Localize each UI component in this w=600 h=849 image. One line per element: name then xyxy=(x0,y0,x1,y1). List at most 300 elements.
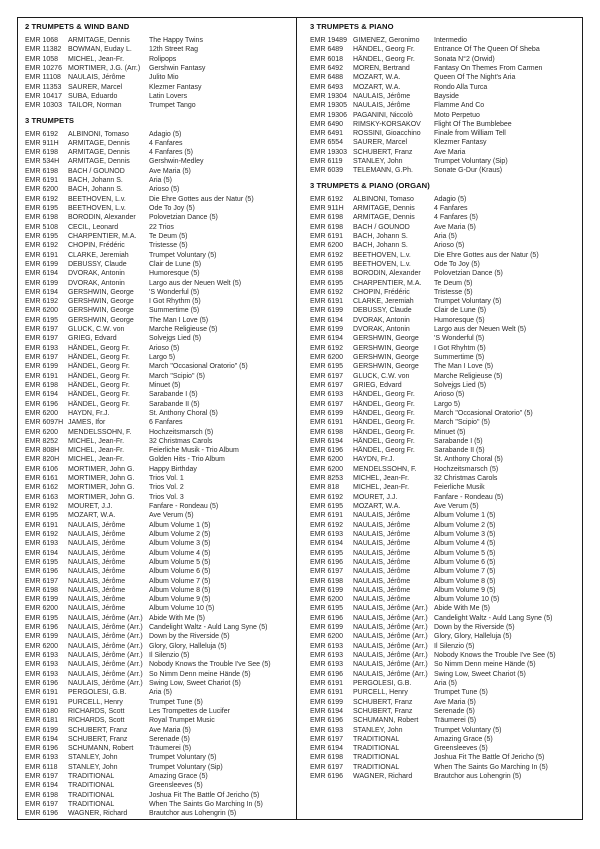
piece-title: Humoresque (5) xyxy=(434,316,485,324)
catalog-row xyxy=(310,679,579,688)
piece-title: Clair de Lune (5) xyxy=(149,260,202,268)
ref-number: EMR 8252 xyxy=(25,437,59,445)
ref-number: EMR 6191 xyxy=(25,521,59,529)
ref-number: EMR 6194 xyxy=(25,391,59,399)
piece-title: Marche Religieuse (5) xyxy=(149,326,218,334)
composer-name: SCHUBERT, Franz xyxy=(68,726,128,734)
catalog-row xyxy=(310,251,579,260)
piece-title: Album Volume 3 (5) xyxy=(434,530,496,538)
composer-name: MOZART, W.A. xyxy=(353,503,401,510)
ref-number: EMR 6491 xyxy=(310,130,344,138)
composer-name: NAULAIS, Jérôme xyxy=(353,512,411,520)
catalog-row xyxy=(25,558,293,567)
piece-title: Gershwin Fantasy xyxy=(149,64,206,72)
catalog-row xyxy=(310,660,579,669)
catalog-row xyxy=(310,316,579,325)
piece-title: Album Volume 3 (5) xyxy=(149,540,211,548)
composer-name: WAGNER, Richard xyxy=(353,773,413,781)
composer-name: GERSHWIN, George xyxy=(68,298,134,306)
catalog-row xyxy=(25,148,293,157)
ref-number: EMR 6194 xyxy=(310,540,344,548)
catalog-section xyxy=(25,116,293,819)
ref-number: EMR 6195 xyxy=(25,614,59,622)
composer-name: MOZART, W.A. xyxy=(353,83,401,91)
piece-title: 4 Fanfares (5) xyxy=(434,214,478,222)
composer-name: MENDELSSOHN, F. xyxy=(353,465,417,473)
composer-name: NAULAIS, Jérôme (Arr.) xyxy=(353,661,428,669)
piece-title: Klezmer Fantasy xyxy=(434,139,487,147)
composer-name: NAULAIS, Jérôme xyxy=(68,74,126,82)
piece-title: Trumpet Voluntary (5) xyxy=(149,754,217,762)
ref-number: EMR 6193 xyxy=(25,344,59,352)
ref-number: EMR 6192 xyxy=(25,130,59,138)
composer-name: ARMITAGE, Dennis xyxy=(353,214,415,222)
composer-name: MOREN, Bertrand xyxy=(353,64,410,72)
catalog-row xyxy=(25,334,293,343)
catalog-column-right xyxy=(297,18,582,819)
piece-title: Tristesse (5) xyxy=(434,288,473,296)
composer-name: BACH, Johann S. xyxy=(68,177,123,185)
piece-title: Candelight Waltz - Auld Lang Syne (5) xyxy=(149,624,268,632)
catalog-row xyxy=(25,549,293,558)
piece-title: Rolipops xyxy=(149,55,177,63)
ref-number: EMR 6193 xyxy=(25,754,59,762)
composer-name: MICHEL, Jean-Fr. xyxy=(68,437,125,445)
composer-name: GRIEG, Edvard xyxy=(68,335,117,343)
catalog-row xyxy=(310,129,579,138)
catalog-row xyxy=(25,632,293,641)
ref-number: EMR 6199 xyxy=(310,586,344,594)
composer-name: PERGOLESI, G.B. xyxy=(68,689,127,697)
ref-number: EMR 8253 xyxy=(310,475,344,483)
ref-number: EMR 5108 xyxy=(25,223,59,231)
ref-number: EMR 6039 xyxy=(310,167,344,175)
composer-name: STANLEY, John xyxy=(353,726,403,734)
ref-number: EMR 6192 xyxy=(25,195,59,203)
catalog-row xyxy=(25,595,293,604)
ref-number: EMR 6194 xyxy=(310,437,344,445)
piece-title: 32 Christmas Carols xyxy=(434,475,498,483)
composer-name: MOURET, J.J. xyxy=(68,503,113,510)
composer-name: RIMSKY-KORSAKOV xyxy=(353,120,421,128)
ref-number: EMR 6194 xyxy=(25,288,59,296)
catalog-row xyxy=(310,670,579,679)
composer-name: TRADITIONAL xyxy=(353,745,400,753)
composer-name: STANLEY, John xyxy=(353,158,403,166)
composer-name: DVORAK, Antonin xyxy=(353,316,410,324)
composer-name: CECIL, Leonard xyxy=(68,223,119,231)
piece-title: I Got Rhyhtm (5) xyxy=(434,344,486,352)
catalog-row xyxy=(25,83,293,92)
section-title: 3 TRUMPETS & PIANO (ORGAN) xyxy=(310,180,430,190)
composer-name: NAULAIS, Jérôme (Arr.) xyxy=(353,614,428,622)
ref-number: EMR 6196 xyxy=(310,670,344,678)
piece-title: Clair de Lune (5) xyxy=(434,307,487,315)
ref-number: EMR 10303 xyxy=(25,102,62,110)
piece-title: Julito Mio xyxy=(149,74,179,82)
catalog-row xyxy=(25,446,293,455)
composer-name: BACH, Johann S. xyxy=(68,186,123,194)
ref-number: EMR 6199 xyxy=(25,363,59,371)
piece-title: Adagio (5) xyxy=(149,130,182,138)
composer-name: CLARKE, Jeremiah xyxy=(68,251,129,259)
composer-name: MORTIMER, John G. xyxy=(68,484,135,492)
composer-name: RICHARDS, Scott xyxy=(68,717,125,725)
catalog-row xyxy=(25,381,293,390)
piece-title: St. Anthony Choral (5) xyxy=(434,456,503,464)
composer-name: HÄNDEL, Georg Fr. xyxy=(353,46,415,54)
ref-number: EMR 6191 xyxy=(310,679,344,687)
catalog-row xyxy=(25,679,293,688)
piece-title: Träumerei (5) xyxy=(434,717,477,725)
ref-number: EMR 6200 xyxy=(310,242,344,250)
catalog-row xyxy=(25,698,293,707)
catalog-row xyxy=(25,204,293,213)
ref-number: EMR 6194 xyxy=(25,735,59,743)
piece-title: Te Deum (5) xyxy=(434,279,473,287)
piece-title: Adagio (5) xyxy=(434,195,467,203)
piece-title: The Happy Twins xyxy=(149,37,203,44)
piece-title: Swing Low, Sweet Chariot (5) xyxy=(434,670,526,678)
ref-number: EMR 6192 xyxy=(310,344,344,352)
composer-name: ALBINONI, Tomaso xyxy=(353,195,414,203)
composer-name: NAULAIS, Jérôme (Arr.) xyxy=(68,633,143,641)
composer-name: NAULAIS, Jérôme (Arr.) xyxy=(68,652,143,659)
composer-name: ARMITAGE, Dennis xyxy=(68,149,130,157)
catalog-row xyxy=(25,353,293,362)
piece-title: Largo aus der Neuen Welt (5) xyxy=(434,326,527,334)
composer-name: TRADITIONAL xyxy=(68,791,115,799)
catalog-row xyxy=(310,288,579,297)
section-title: 3 TRUMPETS & PIANO xyxy=(310,22,394,31)
piece-title: Largo aus der Neuen Welt (5) xyxy=(149,279,242,287)
catalog-row xyxy=(310,269,579,278)
catalog-row xyxy=(310,400,579,409)
catalog-row xyxy=(310,353,579,362)
ref-number: EMR 6198 xyxy=(25,381,59,389)
ref-number: EMR 6195 xyxy=(310,549,344,557)
catalog-row xyxy=(310,744,579,753)
catalog-row xyxy=(310,325,579,334)
ref-number: EMR 6192 xyxy=(310,521,344,529)
piece-title: Sarabande I (5) xyxy=(434,437,483,445)
composer-name: NAULAIS, Jérôme (Arr.) xyxy=(68,670,143,678)
piece-title: Aria (5) xyxy=(434,679,457,687)
catalog-row xyxy=(25,130,293,139)
composer-name: MICHEL, Jean-Fr. xyxy=(68,55,125,63)
piece-title: Brautchor aus Lohengrin (5) xyxy=(434,773,522,781)
catalog-row xyxy=(25,772,293,781)
piece-title: Fanfare - Rondeau (5) xyxy=(434,493,504,501)
piece-title: Aria (5) xyxy=(149,689,172,697)
ref-number: EMR 6197 xyxy=(25,354,59,361)
piece-title: Largo 5) xyxy=(149,354,176,361)
composer-name: BEETHOVEN, L.v. xyxy=(68,195,126,203)
composer-name: GERSHWIN, George xyxy=(353,344,419,352)
catalog-row xyxy=(25,101,293,110)
catalog-row xyxy=(310,195,579,204)
composer-name: NAULAIS, Jérôme (Arr.) xyxy=(68,642,143,650)
ref-number: EMR 6191 xyxy=(310,419,344,427)
ref-number: EMR 6194 xyxy=(310,316,344,324)
ref-number: EMR 6196 xyxy=(25,810,59,818)
composer-name: HÄNDEL, Georg Fr. xyxy=(68,391,130,399)
ref-number: EMR 1068 xyxy=(25,37,59,44)
piece-title: Trios Vol. 2 xyxy=(149,484,184,492)
composer-name: HÄNDEL, Georg Fr. xyxy=(68,363,130,371)
ref-number: EMR 6199 xyxy=(25,596,59,604)
catalog-row xyxy=(25,223,293,232)
ref-number: EMR 6198 xyxy=(25,167,59,175)
catalog-row xyxy=(25,781,293,790)
ref-number: EMR 11353 xyxy=(25,83,62,91)
piece-title: Polovetzian Dance (5) xyxy=(434,270,503,278)
ref-number: EMR 19305 xyxy=(310,102,347,110)
piece-title: When The Saints Go Marching In (5) xyxy=(434,763,548,771)
composer-name: HAYDN, Fr.J. xyxy=(353,456,395,464)
composer-name: PURCELL, Henry xyxy=(353,689,408,697)
piece-title: When The Saints Go Marching In (5) xyxy=(149,801,263,808)
piece-title: Les Trompettes de Lucifer xyxy=(149,707,230,715)
catalog-row xyxy=(310,521,579,530)
catalog-row xyxy=(310,111,579,120)
ref-number: EMR 6200 xyxy=(25,642,59,650)
ref-number: EMR 6194 xyxy=(25,549,59,557)
piece-title: Ave Maria (5) xyxy=(149,167,191,175)
ref-number: EMR 6488 xyxy=(310,74,344,82)
catalog-row xyxy=(310,502,579,511)
ref-number: EMR 6196 xyxy=(25,745,59,753)
ref-number: EMR 6198 xyxy=(25,149,59,157)
piece-title: Trumpet Voluntary (Sip) xyxy=(434,158,508,166)
ref-number: EMR 6199 xyxy=(25,260,59,268)
piece-title: 4 Fanfares xyxy=(149,139,183,147)
ref-number: EMR 6198 xyxy=(310,270,344,278)
catalog-row xyxy=(310,595,579,604)
piece-title: Ave Maria (5) xyxy=(434,223,476,231)
ref-number: EMR 6195 xyxy=(310,260,344,268)
ref-number: EMR 911H xyxy=(25,139,59,147)
composer-name: NAULAIS, Jérôme (Arr.) xyxy=(353,624,428,632)
catalog-row xyxy=(25,707,293,716)
composer-name: MOZART, W.A. xyxy=(353,74,401,82)
piece-title: 32 Christmas Carols xyxy=(149,437,213,445)
catalog-row xyxy=(25,586,293,595)
composer-name: HÄNDEL, Georg Fr. xyxy=(353,447,415,455)
catalog-row xyxy=(310,306,579,315)
piece-title: Album Volume 6 (5) xyxy=(149,568,211,576)
piece-title: Trumpet Voluntary (Sip) xyxy=(149,763,223,771)
composer-name: NAULAIS, Jérôme xyxy=(68,568,126,576)
composer-name: NAULAIS, Jérôme xyxy=(353,558,411,566)
composer-name: HÄNDEL, Georg Fr. xyxy=(353,391,415,399)
piece-title: Fanfare - Rondeau (5) xyxy=(149,503,219,510)
catalog-row xyxy=(310,157,579,166)
ref-number: EMR 11382 xyxy=(25,46,62,54)
composer-name: NAULAIS, Jérôme (Arr.) xyxy=(353,642,428,650)
piece-title: Ave Verum (5) xyxy=(434,503,479,510)
piece-title: Brautchor aus Lohengrin (5) xyxy=(149,810,237,818)
catalog-row xyxy=(310,707,579,716)
ref-number: EMR 6193 xyxy=(25,540,59,548)
composer-name: SAURER, Marcel xyxy=(353,139,408,147)
piece-title: Arioso (5) xyxy=(149,186,180,194)
composer-name: PAGANINI, Niccolò xyxy=(353,111,413,119)
composer-name: TRADITIONAL xyxy=(68,782,115,790)
ref-number: EMR 6199 xyxy=(310,624,344,632)
section-title: 2 TRUMPETS & WIND BAND xyxy=(25,22,130,31)
composer-name: STANLEY, John xyxy=(68,754,118,762)
piece-title: Album Volume 6 (5) xyxy=(434,558,496,566)
catalog-row xyxy=(25,753,293,762)
composer-name: SCHUBERT, Franz xyxy=(353,148,413,156)
ref-number: EMR 6193 xyxy=(25,670,59,678)
ref-number: EMR 6200 xyxy=(25,186,59,194)
composer-name: NAULAIS, Jérôme xyxy=(68,530,126,538)
piece-title: Greensleeves (5) xyxy=(434,745,488,753)
piece-title: Trumpet Tango xyxy=(149,102,196,110)
piece-title: Humoresque (5) xyxy=(149,270,200,278)
catalog-row xyxy=(25,260,293,269)
ref-number: EMR 6196 xyxy=(25,624,59,632)
piece-title: Ave Verum (5) xyxy=(149,512,194,520)
ref-number: EMR 6191 xyxy=(310,298,344,306)
composer-name: JAMES, Ifor xyxy=(68,419,106,427)
composer-name: MICHEL, Jean-Fr. xyxy=(353,484,410,492)
catalog-row xyxy=(310,753,579,762)
catalog-row xyxy=(310,120,579,129)
composer-name: NAULAIS, Jérôme (Arr.) xyxy=(353,652,428,659)
ref-number: EMR 6195 xyxy=(25,205,59,212)
composer-name: MOURET, J.J. xyxy=(353,493,398,501)
ref-number: EMR 6195 xyxy=(25,558,59,566)
ref-number: EMR 808H xyxy=(25,447,60,455)
catalog-row xyxy=(25,735,293,744)
ref-number: EMR 1058 xyxy=(25,55,59,63)
ref-number: EMR 11108 xyxy=(25,74,61,82)
catalog-row xyxy=(25,297,293,306)
piece-title: Trios Vol. 3 xyxy=(149,493,184,501)
catalog-row xyxy=(25,232,293,241)
ref-number: EMR 6195 xyxy=(25,512,59,520)
composer-name: DEBUSSY, Claude xyxy=(68,260,127,268)
piece-title: Arioso (5) xyxy=(434,242,465,250)
ref-number: EMR 6554 xyxy=(310,139,344,147)
composer-name: STANLEY, John xyxy=(68,763,118,771)
ref-number: EMR 6191 xyxy=(25,698,59,706)
composer-name: NAULAIS, Jérôme (Arr.) xyxy=(68,614,143,622)
piece-title: Marche Religieuse (5) xyxy=(434,372,503,380)
ref-number: EMR 6200 xyxy=(310,596,344,604)
composer-name: GERSHWIN, George xyxy=(353,363,419,371)
composer-name: BACH / GOUNOD xyxy=(68,167,125,175)
composer-name: WAGNER, Richard xyxy=(68,810,128,818)
piece-title: 'S Wonderful (5) xyxy=(434,335,485,343)
piece-title: Sarabande II (5) xyxy=(149,400,200,408)
catalog-row xyxy=(310,138,579,147)
composer-name: HÄNDEL, Georg Fr. xyxy=(353,419,415,427)
piece-title: Trumpet Voluntary (5) xyxy=(434,726,502,734)
ref-number: EMR 820H xyxy=(25,456,60,464)
ref-number: EMR 6193 xyxy=(310,642,344,650)
catalog-row xyxy=(25,288,293,297)
ref-number: EMR 6193 xyxy=(25,661,59,669)
piece-title: Album Volume 1 (5) xyxy=(149,521,211,529)
ref-number: EMR 6192 xyxy=(25,530,59,538)
ref-number: EMR 6199 xyxy=(310,698,344,706)
ref-number: EMR 6198 xyxy=(310,754,344,762)
catalog-row xyxy=(310,632,579,641)
composer-name: HÄNDEL, Georg Fr. xyxy=(68,344,130,352)
catalog-row xyxy=(25,139,293,148)
catalog-row xyxy=(25,167,293,176)
piece-title: Greensleeves (5) xyxy=(149,782,203,790)
ref-number: EMR 6163 xyxy=(25,493,59,501)
piece-title: Gershwin-Medley xyxy=(149,158,204,166)
ref-number: EMR 6191 xyxy=(25,689,59,697)
ref-number: EMR 6199 xyxy=(310,326,344,334)
ref-number: EMR 6118 xyxy=(25,763,58,771)
ref-number: EMR 19306 xyxy=(310,111,347,119)
catalog-row xyxy=(25,213,293,222)
piece-title: Happy Birthday xyxy=(149,465,197,473)
ref-number: EMR 6200 xyxy=(25,307,59,315)
piece-title: Album Volume 7 (5) xyxy=(434,568,496,576)
composer-name: CLARKE, Jeremiah xyxy=(353,298,414,306)
catalog-row xyxy=(310,604,579,613)
catalog-row xyxy=(310,45,579,54)
ref-number: EMR 6192 xyxy=(25,242,59,250)
ref-number: EMR 6191 xyxy=(25,177,59,185)
catalog-row xyxy=(310,772,579,781)
composer-name: GERSHWIN, George xyxy=(353,354,419,361)
catalog-row xyxy=(25,306,293,315)
catalog-row xyxy=(310,428,579,437)
ref-number: EMR 6198 xyxy=(310,577,344,585)
piece-title: Ave Maria xyxy=(434,148,466,156)
piece-title: Album Volume 9 (5) xyxy=(434,586,496,594)
catalog-row xyxy=(25,362,293,371)
catalog-row xyxy=(25,744,293,753)
ref-number: EMR 6195 xyxy=(310,503,344,510)
ref-number: EMR 6196 xyxy=(310,447,344,455)
catalog-row xyxy=(310,437,579,446)
composer-name: GERSHWIN, George xyxy=(68,288,134,296)
piece-title: Moto Perpetuo xyxy=(434,111,480,119)
piece-title: Bayside xyxy=(434,92,459,100)
catalog-row xyxy=(310,642,579,651)
catalog-row xyxy=(25,521,293,530)
piece-title: Die Ehre Gottes aus der Natur (5) xyxy=(434,251,539,259)
ref-number: EMR 6199 xyxy=(25,633,59,641)
composer-name: GERSHWIN, George xyxy=(353,335,419,343)
composer-name: NAULAIS, Jérôme (Arr.) xyxy=(353,633,428,641)
composer-name: NAULAIS, Jérôme xyxy=(353,530,411,538)
piece-title: Album Volume 4 (5) xyxy=(149,549,211,557)
piece-title: Sonata N°2 (Orwid) xyxy=(434,55,495,63)
catalog-row xyxy=(310,260,579,269)
piece-title: Album Volume 10 (5) xyxy=(434,596,500,604)
catalog-row xyxy=(25,269,293,278)
composer-name: NAULAIS, Jérôme xyxy=(68,605,126,613)
ref-number: EMR 6196 xyxy=(25,679,59,687)
catalog-row xyxy=(310,474,579,483)
ref-number: EMR 6493 xyxy=(310,83,344,91)
catalog-row xyxy=(310,698,579,707)
piece-title: Trumpet Voluntary (5) xyxy=(149,251,217,259)
piece-title: 6 Fanfares xyxy=(149,419,183,427)
ref-number: EMR 6195 xyxy=(310,605,344,613)
